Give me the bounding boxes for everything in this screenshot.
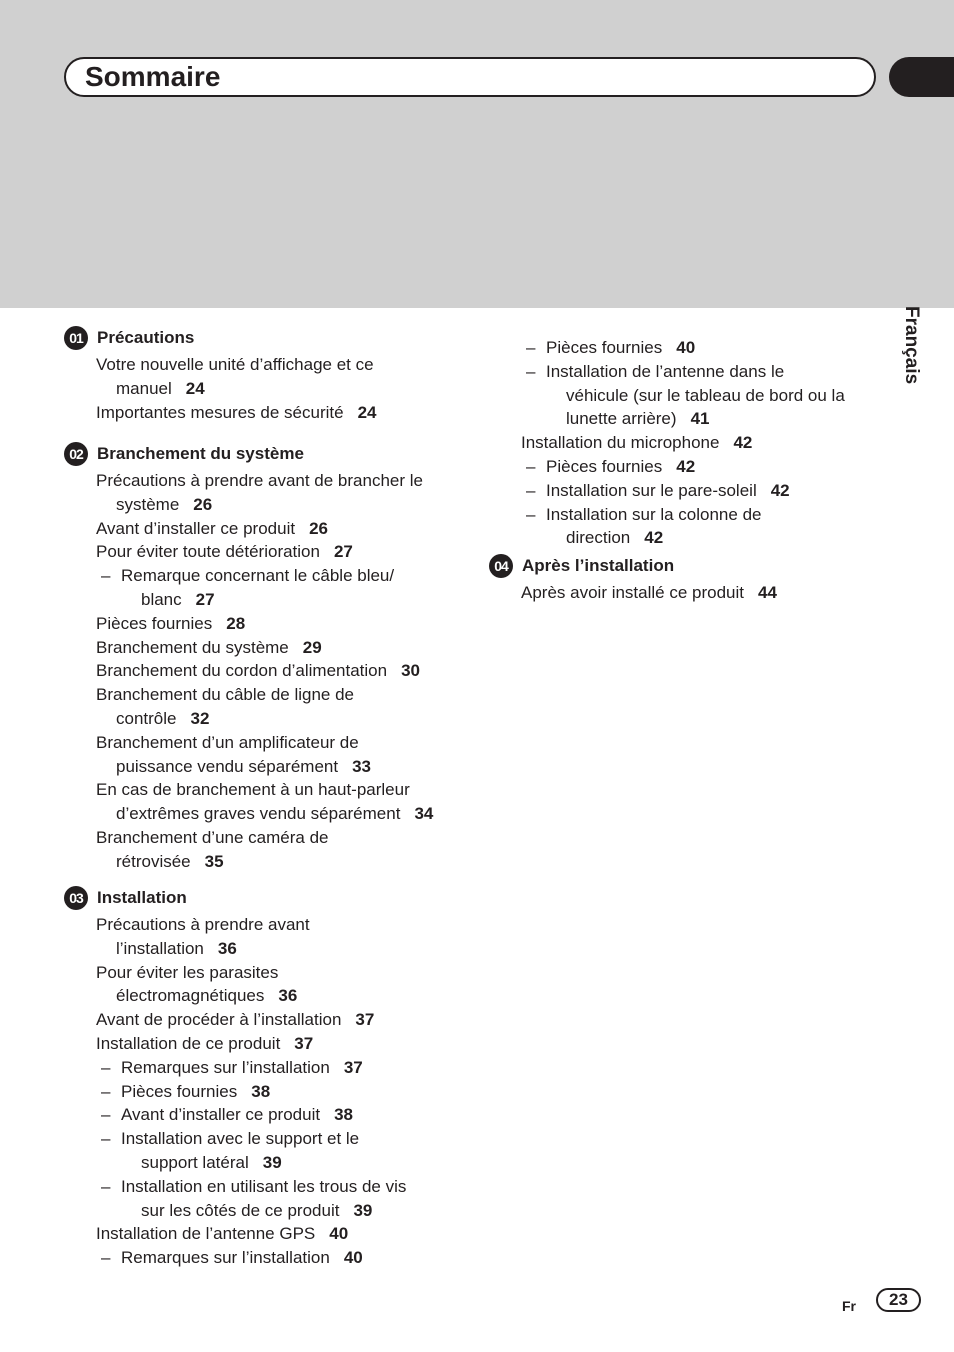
toc-entry-text: Installation de l’antenne dans le bbox=[546, 361, 785, 381]
section-title: Précautions bbox=[97, 328, 195, 347]
toc-entry-text: Avant d’installer ce produit 38 bbox=[121, 1105, 353, 1125]
section-title: Branchement du système bbox=[97, 444, 304, 463]
toc-entry-text: Pièces fournies 28 bbox=[96, 613, 246, 633]
language-tab bbox=[895, 306, 925, 396]
toc-entry-text: Branchement d’un amplificateur de bbox=[96, 732, 359, 752]
toc-entry-text: véhicule (sur le tableau de bord ou la bbox=[566, 385, 845, 405]
toc-entry-page: 24 bbox=[185, 378, 205, 398]
toc-entry-text: Installation sur le pare-soleil 42 bbox=[546, 480, 790, 500]
toc-entry[interactable] bbox=[96, 913, 310, 961]
page-title-box bbox=[64, 57, 876, 97]
dash-marker: – bbox=[101, 1129, 111, 1149]
dash-marker: – bbox=[101, 1176, 111, 1196]
toc-entry-page: 40 bbox=[676, 338, 696, 357]
toc-entry-text: Pour éviter toute détérioration 27 bbox=[96, 542, 353, 562]
toc-entry[interactable] bbox=[521, 431, 752, 455]
toc-entry[interactable] bbox=[96, 961, 297, 1009]
toc-entry-page: 24 bbox=[357, 402, 377, 422]
section-heading[interactable] bbox=[489, 554, 674, 578]
dash-marker: – bbox=[101, 566, 111, 586]
toc-entry[interactable] bbox=[101, 1175, 407, 1223]
section-title: Après l’installation bbox=[522, 556, 675, 575]
toc-entry-text: Importantes mesures de sécurité 24 bbox=[96, 402, 377, 422]
toc-entry-page: 42 bbox=[676, 457, 696, 476]
toc-entry-page: 38 bbox=[334, 1105, 353, 1125]
page-title: Sommaire bbox=[85, 61, 221, 92]
toc-entry[interactable] bbox=[526, 455, 696, 479]
header-band bbox=[0, 0, 954, 308]
toc-entry[interactable] bbox=[96, 1222, 348, 1246]
toc-entry-text: Pièces fournies 40 bbox=[546, 338, 696, 357]
toc-entry-text: contrôle 32 bbox=[116, 708, 210, 728]
section-title: Installation bbox=[97, 888, 187, 907]
toc-entry-text: Précautions à prendre avant bbox=[96, 915, 310, 934]
toc-entry-page: 44 bbox=[758, 583, 777, 602]
toc-entry-text: Installation en utilisant les trous de vis bbox=[121, 1176, 407, 1196]
toc-entry-text: Branchement du câble de ligne de bbox=[96, 685, 355, 705]
toc-entry-text: Pour éviter les parasites bbox=[96, 962, 279, 982]
toc-entry[interactable] bbox=[96, 517, 328, 541]
toc-entry-text: direction 42 bbox=[566, 528, 664, 548]
page-number bbox=[876, 1288, 921, 1312]
toc-entry-page: 37 bbox=[343, 1057, 363, 1077]
toc-entry-text: Remarque concernant le câble bleu/ bbox=[121, 566, 395, 586]
toc-entry[interactable] bbox=[96, 469, 423, 517]
toc-entry-text: manuel 24 bbox=[116, 378, 205, 398]
toc-entry[interactable] bbox=[521, 581, 777, 605]
toc-entry[interactable] bbox=[101, 1246, 363, 1270]
toc-entry[interactable] bbox=[526, 503, 762, 551]
toc-entry-page: 29 bbox=[302, 637, 322, 657]
toc-entry-page: 39 bbox=[353, 1200, 373, 1220]
toc-entry-text: blanc 27 bbox=[141, 589, 215, 609]
toc-entry-page: 26 bbox=[193, 494, 213, 514]
toc-entry-text: Pièces fournies 38 bbox=[121, 1081, 271, 1101]
toc-entry-page: 33 bbox=[352, 756, 372, 776]
toc-entry-text: Avant d’installer ce produit 26 bbox=[96, 518, 328, 538]
toc-entry-text: Remarques sur l’installation 40 bbox=[121, 1248, 363, 1268]
dash-marker: – bbox=[526, 457, 536, 476]
toc-entry[interactable] bbox=[96, 636, 322, 660]
toc-entry-page: 30 bbox=[401, 661, 420, 681]
toc-entry-text: sur les côtés de ce produit 39 bbox=[141, 1200, 373, 1220]
toc-entry-page: 40 bbox=[329, 1224, 349, 1244]
section-number-badge: 04 bbox=[489, 554, 513, 578]
toc-entry-page: 37 bbox=[294, 1034, 314, 1053]
page-number-label: 23 bbox=[889, 1290, 908, 1309]
toc-entry-text: lunette arrière) 41 bbox=[566, 409, 710, 429]
toc-entry[interactable] bbox=[101, 564, 395, 612]
toc-entry-text: Installation du microphone 42 bbox=[521, 433, 753, 453]
toc-entry-text: Pièces fournies 42 bbox=[546, 457, 696, 476]
toc-entry-text: Après avoir installé ce produit 44 bbox=[521, 583, 777, 602]
toc-entry[interactable] bbox=[526, 336, 696, 360]
toc-entry[interactable] bbox=[101, 1080, 271, 1104]
toc-entry[interactable] bbox=[96, 731, 371, 779]
section-number-badge: 02 bbox=[64, 442, 88, 466]
toc-entry[interactable] bbox=[96, 826, 328, 874]
section-heading[interactable] bbox=[64, 442, 304, 466]
toc-entry-text: Installation sur la colonne de bbox=[546, 504, 762, 524]
section-number-badge: 03 bbox=[64, 886, 88, 910]
toc-entry-text: Installation de l’antenne GPS 40 bbox=[96, 1224, 349, 1244]
toc-entry-text: l’installation 36 bbox=[116, 938, 237, 958]
toc-entry-text: Précautions à prendre avant de brancher le bbox=[96, 471, 423, 490]
toc-entry[interactable] bbox=[96, 1008, 374, 1032]
section-number-badge: 01 bbox=[64, 326, 88, 350]
toc-entry[interactable] bbox=[96, 683, 354, 731]
toc-entry-text: Remarques sur l’installation 37 bbox=[121, 1057, 363, 1077]
dash-marker: – bbox=[526, 480, 536, 500]
toc-entry[interactable] bbox=[96, 612, 245, 636]
toc-entry[interactable] bbox=[96, 778, 433, 826]
toc-entry-page: 42 bbox=[733, 433, 753, 453]
toc-entry-page: 36 bbox=[278, 986, 298, 1006]
toc-entry-page: 42 bbox=[770, 480, 790, 500]
toc-entry-text: Branchement du cordon d’alimentation 30 bbox=[96, 661, 420, 681]
toc-entry-page: 27 bbox=[195, 589, 215, 609]
toc-entry[interactable] bbox=[96, 353, 374, 401]
toc-entry[interactable] bbox=[526, 360, 845, 431]
toc-entry-page: 27 bbox=[333, 542, 353, 562]
toc-entry-text: Installation avec le support et le bbox=[121, 1129, 360, 1149]
dash-marker: – bbox=[101, 1057, 111, 1077]
toc-entry-text: Avant de procéder à l’installation 37 bbox=[96, 1010, 375, 1030]
toc-entry-text: d’extrêmes graves vendu séparément 34 bbox=[116, 804, 434, 824]
dash-marker: – bbox=[526, 338, 536, 357]
toc-entry-text: En cas de branchement à un haut-parleur bbox=[96, 780, 410, 800]
toc-entry-text: puissance vendu séparément 33 bbox=[116, 756, 372, 776]
toc-entry-text: support latéral 39 bbox=[141, 1152, 282, 1172]
language-tab-marker bbox=[889, 282, 954, 298]
toc-entry[interactable] bbox=[526, 479, 790, 503]
toc-entry-page: 26 bbox=[309, 518, 328, 538]
toc-entry[interactable] bbox=[96, 659, 420, 683]
toc-entry[interactable] bbox=[101, 1103, 353, 1127]
dash-marker: – bbox=[101, 1081, 111, 1101]
toc-entry-text: Installation de ce produit 37 bbox=[96, 1034, 314, 1053]
toc-entry[interactable] bbox=[96, 401, 376, 425]
toc-entry-page: 35 bbox=[204, 851, 224, 871]
toc-entry-page: 41 bbox=[690, 409, 710, 429]
section-tab-marker bbox=[889, 57, 954, 97]
toc-entry[interactable] bbox=[101, 1127, 360, 1175]
toc-entry-page: 28 bbox=[226, 613, 246, 633]
toc-entry-page: 37 bbox=[355, 1010, 375, 1030]
toc-entry-page: 40 bbox=[343, 1248, 363, 1268]
toc-entry[interactable] bbox=[96, 1032, 313, 1056]
toc-entry[interactable] bbox=[101, 1056, 363, 1080]
toc-entry-text: Votre nouvelle unité d’affichage et ce bbox=[96, 355, 374, 374]
footer-language-code: Fr bbox=[842, 1298, 856, 1314]
section-heading[interactable] bbox=[64, 326, 194, 350]
toc-entry-page: 39 bbox=[262, 1152, 282, 1172]
toc-entry-text: système 26 bbox=[116, 494, 213, 514]
toc-entry-text: électromagnétiques 36 bbox=[116, 986, 298, 1006]
dash-marker: – bbox=[526, 361, 536, 381]
toc-entry-page: 32 bbox=[190, 708, 210, 728]
dash-marker: – bbox=[101, 1105, 111, 1125]
toc-entry-text: Branchement d’une caméra de bbox=[96, 828, 329, 847]
toc-entry-text: Branchement du système 29 bbox=[96, 637, 322, 657]
toc-entry-page: 42 bbox=[644, 528, 664, 548]
language-tab-label: Français bbox=[901, 306, 922, 385]
toc-entry-text: rétrovisée 35 bbox=[116, 851, 224, 871]
dash-marker: – bbox=[526, 504, 536, 524]
toc-entry-page: 36 bbox=[217, 938, 237, 958]
dash-marker: – bbox=[101, 1248, 111, 1268]
section-heading[interactable] bbox=[64, 886, 187, 910]
toc-entry-page: 34 bbox=[414, 804, 434, 824]
toc-entry-page: 38 bbox=[251, 1081, 271, 1101]
toc-entry[interactable] bbox=[96, 540, 353, 564]
